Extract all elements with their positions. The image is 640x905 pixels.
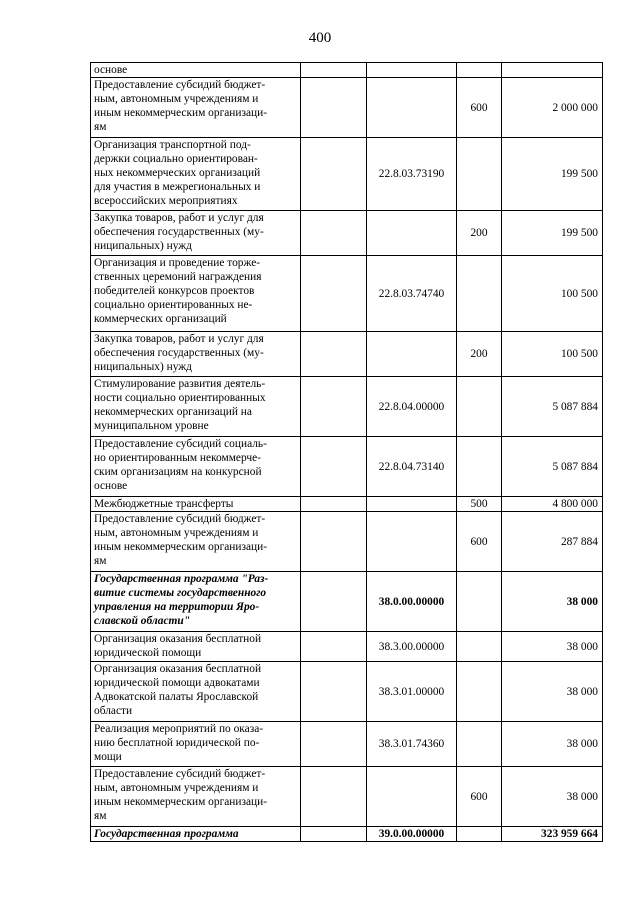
- row-code: 22.8.04.00000: [367, 377, 457, 437]
- row-expense-type: [457, 138, 502, 211]
- table-row: [91, 211, 603, 256]
- row-amount: 323 959 664: [502, 827, 603, 842]
- row-name: Предоставление субсидий социаль- но ориентированным некоммерче- ским организациям на конкурсной основе: [91, 437, 301, 497]
- row-amount: 287 884: [502, 512, 603, 572]
- row-amount: 5 087 884: [502, 377, 603, 437]
- table-row: [91, 78, 603, 138]
- row-blank-cell: [301, 572, 367, 632]
- row-name: Предоставление субсидий бюджет- ным, автономным учреждениям и иным некоммерческим организаци- ям: [91, 512, 301, 572]
- row-name: Государственная программа: [91, 827, 301, 842]
- row-blank-cell: [301, 332, 367, 377]
- row-name: Закупка товаров, работ и услуг для обеспечения государственных (му- ниципальных) нужд: [91, 332, 301, 377]
- table-row: [91, 63, 603, 78]
- row-code: [367, 497, 457, 512]
- row-code: 38.0.00.00000: [367, 572, 457, 632]
- row-name: Государственная программа "Раз- витие системы государственного управления на территории Яро- славской области": [91, 572, 301, 632]
- row-blank-cell: [301, 63, 367, 78]
- row-blank-cell: [301, 78, 367, 138]
- row-expense-type: [457, 63, 502, 78]
- row-amount: 199 500: [502, 211, 603, 256]
- row-blank-cell: [301, 138, 367, 211]
- row-code: [367, 767, 457, 827]
- row-expense-type: [457, 437, 502, 497]
- table-row: [91, 437, 603, 497]
- row-code: [367, 211, 457, 256]
- row-expense-type: [457, 572, 502, 632]
- row-name: Стимулирование развития деятель- ности социально ориентированных некоммерческих организаций на муниципальном уровне: [91, 377, 301, 437]
- row-code: 22.8.04.73140: [367, 437, 457, 497]
- row-blank-cell: [301, 497, 367, 512]
- row-name: Реализация мероприятий по оказа- нию бесплатной юридической по- мощи: [91, 722, 301, 767]
- row-expense-type: [457, 827, 502, 842]
- row-amount: 100 500: [502, 256, 603, 332]
- row-code: 38.3.01.00000: [367, 662, 457, 722]
- row-amount: 2 000 000: [502, 78, 603, 138]
- table-row: [91, 662, 603, 722]
- row-amount: 38 000: [502, 632, 603, 662]
- table-row: [91, 827, 603, 842]
- row-amount: 4 800 000: [502, 497, 603, 512]
- row-name: Закупка товаров, работ и услуг для обеспечения государственных (му- ниципальных) нужд: [91, 211, 301, 256]
- row-expense-type: [457, 722, 502, 767]
- table-row: [91, 632, 603, 662]
- row-name: Организация и проведение торже- ственных церемоний награждения победителей конкурсов проектов социально ориентированных не- коммерческих организаций: [91, 256, 301, 332]
- row-amount: 100 500: [502, 332, 603, 377]
- table-row: [91, 572, 603, 632]
- row-expense-type: 600: [457, 512, 502, 572]
- row-blank-cell: [301, 767, 367, 827]
- budget-table: [90, 62, 603, 842]
- row-code: 39.0.00.00000: [367, 827, 457, 842]
- row-code: [367, 512, 457, 572]
- table-row: [91, 497, 603, 512]
- row-blank-cell: [301, 632, 367, 662]
- row-name: Организация транспортной под- держки социально ориентирован- ных некоммерческих организаций для участия в межрегиональных и всероссийских мероприятиях: [91, 138, 301, 211]
- row-blank-cell: [301, 827, 367, 842]
- row-blank-cell: [301, 512, 367, 572]
- page-number: 400: [308, 30, 332, 46]
- row-amount: 38 000: [502, 662, 603, 722]
- row-amount: 38 000: [502, 722, 603, 767]
- row-name: Организация оказания бесплатной юридической помощи: [91, 632, 301, 662]
- table-row: [91, 512, 603, 572]
- row-blank-cell: [301, 211, 367, 256]
- table-row: [91, 767, 603, 827]
- row-expense-type: [457, 662, 502, 722]
- row-code: [367, 78, 457, 138]
- row-code: 38.3.01.74360: [367, 722, 457, 767]
- row-expense-type: 600: [457, 767, 502, 827]
- row-expense-type: 200: [457, 211, 502, 256]
- row-amount: 199 500: [502, 138, 603, 211]
- row-amount: [502, 63, 603, 78]
- table-row: [91, 377, 603, 437]
- row-name: Организация оказания бесплатной юридической помощи адвокатами Адвокатской палаты Ярославской области: [91, 662, 301, 722]
- row-code: [367, 332, 457, 377]
- row-blank-cell: [301, 662, 367, 722]
- row-blank-cell: [301, 377, 367, 437]
- row-blank-cell: [301, 256, 367, 332]
- row-name: Предоставление субсидий бюджет- ным, автономным учреждениям и иным некоммерческим организаци- ям: [91, 767, 301, 827]
- row-amount: 38 000: [502, 572, 603, 632]
- row-name: Межбюджетные трансферты: [91, 497, 301, 512]
- row-expense-type: [457, 256, 502, 332]
- table-row: [91, 332, 603, 377]
- budget-table-body: [91, 63, 603, 842]
- row-expense-type: 600: [457, 78, 502, 138]
- row-name: основе: [91, 63, 301, 78]
- row-code: 22.8.03.73190: [367, 138, 457, 211]
- row-name: Предоставление субсидий бюджет- ным, автономным учреждениям и иным некоммерческим организаци- ям: [91, 78, 301, 138]
- row-expense-type: [457, 632, 502, 662]
- row-blank-cell: [301, 437, 367, 497]
- row-amount: 38 000: [502, 767, 603, 827]
- row-code: 38.3.00.00000: [367, 632, 457, 662]
- table-row: [91, 722, 603, 767]
- row-code: [367, 63, 457, 78]
- row-blank-cell: [301, 722, 367, 767]
- table-row: [91, 256, 603, 332]
- row-amount: 5 087 884: [502, 437, 603, 497]
- row-expense-type: 200: [457, 332, 502, 377]
- row-expense-type: 500: [457, 497, 502, 512]
- row-expense-type: [457, 377, 502, 437]
- table-row: [91, 138, 603, 211]
- row-code: 22.8.03.74740: [367, 256, 457, 332]
